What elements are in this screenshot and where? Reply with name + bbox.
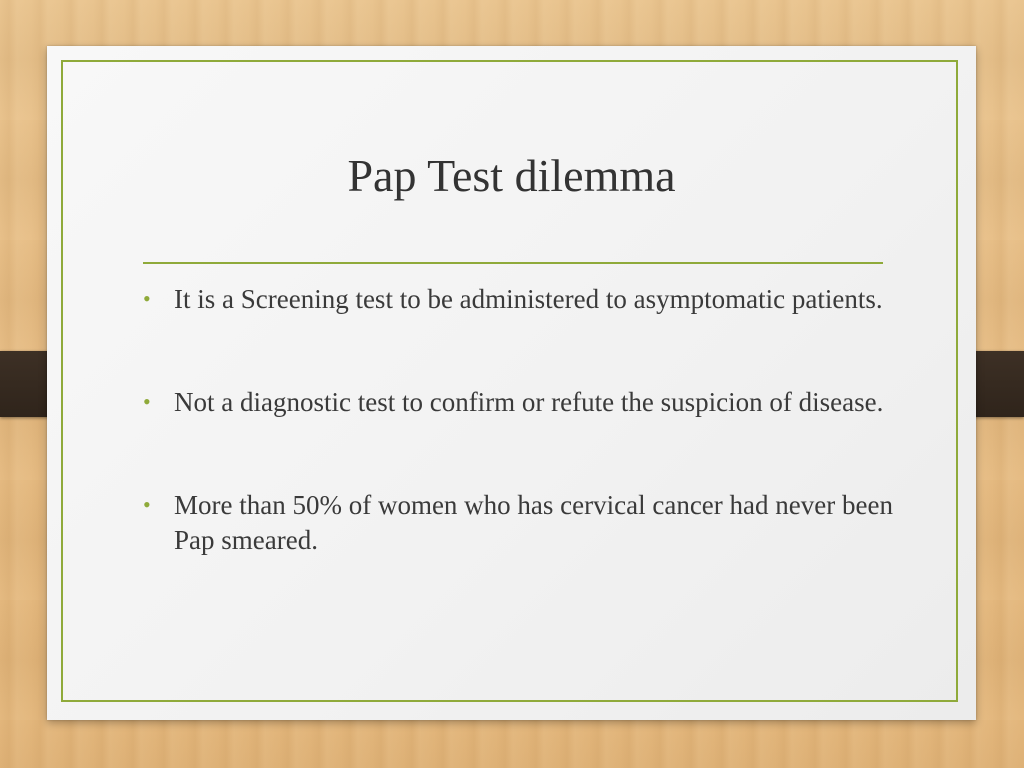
slide-title: Pap Test dilemma [347,150,676,201]
bullet-item [143,385,903,420]
bullet-text: It is a Screening test to be administered to asymptomatic patients. [174,284,883,314]
bullet-text: Not a diagnostic test to confirm or refute the suspicion of disease. [174,387,884,417]
bullet-dot-icon: • [143,389,151,414]
bullet-text: More than 50% of women who has cervical cancer had never been Pap smeared. [174,490,893,555]
slide-paper [47,46,976,720]
bullet-dot-icon: • [143,492,151,517]
bullet-list [143,282,903,558]
bullet-item [143,488,903,558]
bullet-dot-icon: • [143,286,151,311]
bullet-item [143,282,903,317]
title-divider [143,262,883,264]
